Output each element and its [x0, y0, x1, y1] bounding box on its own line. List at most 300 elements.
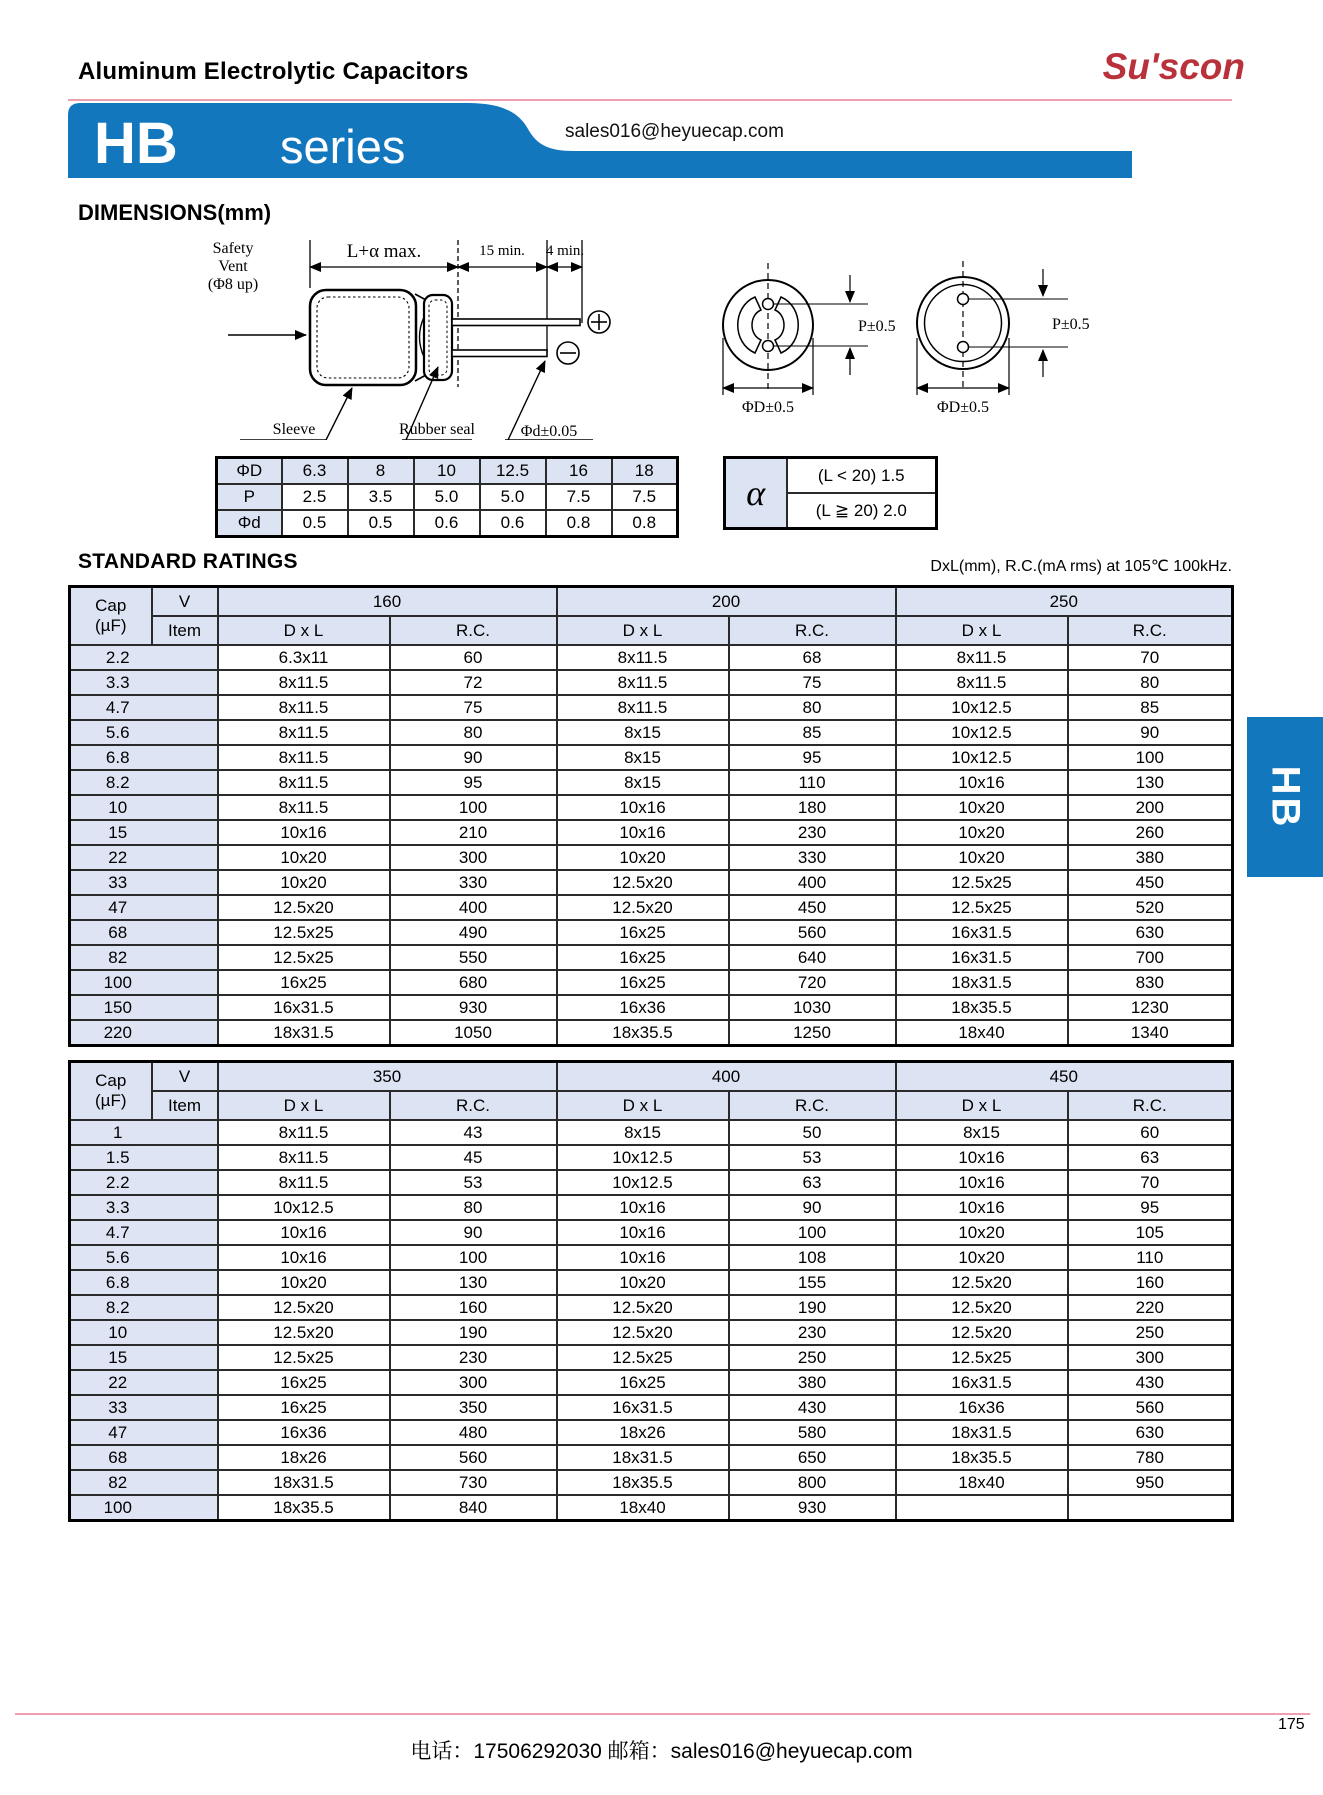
dxl-value: 8x11.5	[218, 1120, 390, 1145]
rating-row	[70, 1320, 1233, 1345]
rc-value: 560	[729, 920, 896, 945]
rc-value: 800	[729, 1470, 896, 1495]
dxl-value: 12.5x20	[557, 1295, 729, 1320]
pitch-label-1: P±0.5	[858, 318, 896, 335]
dxl-value: 8x11.5	[557, 695, 729, 720]
voltage-header: 160	[218, 587, 557, 617]
rc-value: 63	[729, 1170, 896, 1195]
dxl-value: 10x20	[557, 845, 729, 870]
size-row-label: Φd	[217, 510, 282, 537]
dxl-value: 16x25	[218, 1395, 390, 1420]
voltage-axis-header: V	[152, 587, 218, 617]
rc-value	[1068, 1495, 1233, 1521]
cap-value: 22	[70, 1370, 218, 1395]
dxl-value: 12.5x25	[557, 1345, 729, 1370]
dxl-value: 8x11.5	[896, 670, 1068, 695]
rc-value: 330	[729, 845, 896, 870]
dxl-value: 12.5x20	[218, 1295, 390, 1320]
contact-email: sales016@heyuecap.com	[565, 121, 784, 142]
rc-value: 63	[1068, 1145, 1233, 1170]
dxl-value: 10x20	[896, 1245, 1068, 1270]
header-row	[70, 587, 1233, 617]
cap-value: 15	[70, 1345, 218, 1370]
rating-row	[70, 745, 1233, 770]
rc-value: 75	[729, 670, 896, 695]
cap-value: 6.8	[70, 745, 218, 770]
cap-value: 22	[70, 845, 218, 870]
rc-value: 560	[390, 1445, 557, 1470]
rc-value: 1050	[390, 1020, 557, 1046]
cap-value: 100	[70, 1495, 218, 1521]
sleeve-pointer	[326, 388, 352, 440]
negative-lead	[452, 350, 547, 357]
dxl-value: 10x12.5	[896, 695, 1068, 720]
rc-value: 105	[1068, 1220, 1233, 1245]
dxl-value: 8x15	[557, 770, 729, 795]
rc-value: 930	[390, 995, 557, 1020]
rc-value: 650	[729, 1445, 896, 1470]
rc-value: 840	[390, 1495, 557, 1521]
dxl-value: 18x40	[557, 1495, 729, 1521]
dxl-value: 12.5x20	[557, 1320, 729, 1345]
rc-value: 95	[390, 770, 557, 795]
alpha-rule: (L ≧ 20) 2.0	[787, 493, 937, 529]
minus-lead-icon	[557, 342, 579, 364]
rc-value: 70	[1068, 645, 1233, 670]
voltage-header: 400	[557, 1062, 896, 1092]
dxl-value: 12.5x20	[896, 1270, 1068, 1295]
rc-value: 130	[390, 1270, 557, 1295]
cap-value: 100	[70, 970, 218, 995]
rating-row	[70, 1395, 1233, 1420]
dxl-value: 16x31.5	[218, 995, 390, 1020]
rc-value: 110	[1068, 1245, 1233, 1270]
rating-row	[70, 895, 1233, 920]
rc-value: 210	[390, 820, 557, 845]
rating-row	[70, 1145, 1233, 1170]
dxl-value: 16x36	[218, 1420, 390, 1445]
dxl-value: 8x15	[557, 720, 729, 745]
cap-value: 8.2	[70, 770, 218, 795]
cap-value: 4.7	[70, 695, 218, 720]
voltage-header: 250	[896, 587, 1233, 617]
rating-row	[70, 695, 1233, 720]
rating-row	[70, 1020, 1233, 1046]
rc-value: 560	[1068, 1395, 1233, 1420]
cap-value: 10	[70, 795, 218, 820]
rating-row	[70, 870, 1233, 895]
rc-value: 680	[390, 970, 557, 995]
rc-value: 480	[390, 1420, 557, 1445]
size-value: 0.8	[612, 510, 678, 537]
dxl-value: 18x26	[557, 1420, 729, 1445]
dxl-value: 16x25	[557, 970, 729, 995]
rating-row	[70, 770, 1233, 795]
size-value: 5.0	[414, 484, 480, 510]
rc-value: 190	[729, 1295, 896, 1320]
rating-row	[70, 1470, 1233, 1495]
rc-value: 380	[729, 1370, 896, 1395]
cap-value: 8.2	[70, 1295, 218, 1320]
size-value: 5.0	[480, 484, 546, 510]
dxl-value: 16x31.5	[557, 1395, 729, 1420]
cap-value: 33	[70, 1395, 218, 1420]
rc-header: R.C.	[1068, 616, 1233, 645]
rc-value: 930	[729, 1495, 896, 1521]
size-value: 12.5	[480, 458, 546, 485]
rc-value: 43	[390, 1120, 557, 1145]
rc-value: 520	[1068, 895, 1233, 920]
item-header: Item	[152, 616, 218, 645]
dxl-value: 10x16	[218, 820, 390, 845]
rating-row	[70, 645, 1233, 670]
rc-value: 100	[390, 1245, 557, 1270]
size-value: 0.5	[282, 510, 348, 537]
dxl-value: 10x12.5	[557, 1145, 729, 1170]
dxl-value: 18x31.5	[896, 1420, 1068, 1445]
dxl-value: 12.5x20	[557, 895, 729, 920]
item-header: Item	[152, 1091, 218, 1120]
rc-value: 630	[1068, 920, 1233, 945]
rc-value: 100	[1068, 745, 1233, 770]
rc-value: 155	[729, 1270, 896, 1295]
size-value: 0.5	[348, 510, 414, 537]
dxl-value: 16x31.5	[896, 1370, 1068, 1395]
rc-value: 220	[1068, 1295, 1233, 1320]
rc-value: 100	[390, 795, 557, 820]
dxl-value: 18x35.5	[218, 1495, 390, 1521]
dxl-value: 10x16	[557, 1245, 729, 1270]
rc-value: 90	[729, 1195, 896, 1220]
rc-value: 1340	[1068, 1020, 1233, 1046]
dxl-value: 8x11.5	[218, 1170, 390, 1195]
rc-value: 490	[390, 920, 557, 945]
page-number: 175	[1278, 1716, 1305, 1733]
bottom-view-plain	[917, 261, 1090, 416]
rating-row	[70, 720, 1233, 745]
size-value: 0.6	[414, 510, 480, 537]
rc-header: R.C.	[1068, 1091, 1233, 1120]
rc-value: 130	[1068, 770, 1233, 795]
cap-value: 47	[70, 1420, 218, 1445]
dxl-value: 10x16	[557, 1220, 729, 1245]
rc-value: 110	[729, 770, 896, 795]
dxl-value: 16x36	[896, 1395, 1068, 1420]
rc-value: 250	[729, 1345, 896, 1370]
rc-value: 330	[390, 870, 557, 895]
rc-value: 200	[1068, 795, 1233, 820]
rc-value: 60	[390, 645, 557, 670]
dxl-header: D x L	[557, 616, 729, 645]
rc-value: 85	[729, 720, 896, 745]
cap-value: 3.3	[70, 670, 218, 695]
dxl-value: 16x31.5	[896, 945, 1068, 970]
rating-row	[70, 1445, 1233, 1470]
rc-value: 350	[390, 1395, 557, 1420]
voltage-header: 200	[557, 587, 896, 617]
rc-value: 1030	[729, 995, 896, 1020]
dxl-value: 10x20	[218, 870, 390, 895]
cap-value: 10	[70, 1320, 218, 1345]
brand-logo: Su'scon	[1102, 46, 1245, 87]
rc-value: 300	[1068, 1345, 1233, 1370]
plus-lead-icon	[588, 311, 610, 333]
footer-divider	[15, 1713, 1310, 1715]
size-row-label: P	[217, 484, 282, 510]
rating-row	[70, 1195, 1233, 1220]
dxl-value: 12.5x20	[218, 1320, 390, 1345]
cap-value: 1	[70, 1120, 218, 1145]
dxl-value: 10x16	[896, 1170, 1068, 1195]
rating-row	[70, 1295, 1233, 1320]
rating-row	[70, 670, 1233, 695]
safety-vent-label-1: Safety	[212, 240, 254, 257]
header-divider	[68, 99, 1232, 101]
rc-header: R.C.	[390, 1091, 557, 1120]
cap-value: 4.7	[70, 1220, 218, 1245]
rc-value: 640	[729, 945, 896, 970]
rc-value: 80	[390, 1195, 557, 1220]
rc-value: 450	[1068, 870, 1233, 895]
voltage-header: 350	[218, 1062, 557, 1092]
rc-value: 160	[390, 1295, 557, 1320]
dxl-value: 8x11.5	[218, 695, 390, 720]
rc-value: 95	[729, 745, 896, 770]
dxl-value: 18x31.5	[218, 1020, 390, 1046]
dxl-value: 16x25	[218, 970, 390, 995]
rc-value: 450	[729, 895, 896, 920]
dxl-value: 8x15	[557, 745, 729, 770]
size-value: 18	[612, 458, 678, 485]
rating-row	[70, 820, 1233, 845]
series-word: series	[280, 120, 406, 173]
rc-value: 830	[1068, 970, 1233, 995]
dxl-value: 12.5x25	[218, 920, 390, 945]
dxl-value: 10x16	[557, 1195, 729, 1220]
voltage-axis-header: V	[152, 1062, 218, 1092]
dxl-value: 10x20	[896, 1220, 1068, 1245]
rc-header: R.C.	[729, 1091, 896, 1120]
size-value: 7.5	[612, 484, 678, 510]
dxl-value: 16x25	[557, 945, 729, 970]
alpha-rule: (L < 20) 1.5	[787, 458, 937, 494]
cap-header: Cap (µF)	[70, 1062, 152, 1121]
size-value: 0.6	[480, 510, 546, 537]
rating-row	[70, 945, 1233, 970]
dxl-value: 10x20	[218, 1270, 390, 1295]
header-row	[70, 1062, 1233, 1092]
rc-value: 230	[729, 1320, 896, 1345]
rc-value: 430	[1068, 1370, 1233, 1395]
size-value: 3.5	[348, 484, 414, 510]
rc-value: 90	[390, 1220, 557, 1245]
rating-row	[70, 1170, 1233, 1195]
cap-value: 5.6	[70, 720, 218, 745]
ratings-units-note: DxL(mm), R.C.(mA rms) at 105℃ 100kHz.	[930, 558, 1232, 575]
dxl-value: 10x20	[896, 845, 1068, 870]
rc-value: 80	[729, 695, 896, 720]
cap-value: 82	[70, 1470, 218, 1495]
dimensions-heading: DIMENSIONS(mm)	[78, 200, 272, 225]
dxl-header: D x L	[896, 616, 1068, 645]
dxl-value: 10x16	[896, 1145, 1068, 1170]
rating-row	[70, 995, 1233, 1020]
alpha-table	[723, 456, 938, 530]
diameter-label-1: ΦD±0.5	[741, 399, 795, 416]
footer-contact: 电话：17506292030 邮箱：sales016@heyuecap.com	[410, 1740, 913, 1763]
series-side-tab-label: HB	[1263, 765, 1308, 829]
dxl-value: 8x11.5	[218, 770, 390, 795]
size-value: 10	[414, 458, 480, 485]
rc-value: 730	[390, 1470, 557, 1495]
subheader-row	[70, 1091, 1233, 1120]
dxl-value: 8x11.5	[218, 670, 390, 695]
dxl-value: 8x11.5	[557, 645, 729, 670]
rc-value: 70	[1068, 1170, 1233, 1195]
cap-value: 150	[70, 995, 218, 1020]
dxl-value: 10x16	[557, 795, 729, 820]
dxl-value	[896, 1495, 1068, 1521]
dxl-value: 10x16	[896, 770, 1068, 795]
pitch-label-2: P±0.5	[1052, 316, 1090, 333]
cap-value: 82	[70, 945, 218, 970]
cap-value: 3.3	[70, 1195, 218, 1220]
dxl-value: 12.5x20	[557, 870, 729, 895]
dxl-value: 10x12.5	[218, 1195, 390, 1220]
rc-value: 230	[390, 1345, 557, 1370]
size-value: 6.3	[282, 458, 348, 485]
size-row	[217, 510, 678, 537]
rc-value: 95	[1068, 1195, 1233, 1220]
rc-value: 90	[390, 745, 557, 770]
dxl-value: 8x15	[896, 1120, 1068, 1145]
dxl-value: 10x16	[896, 1195, 1068, 1220]
rc-value: 50	[729, 1120, 896, 1145]
rc-value: 80	[390, 720, 557, 745]
rating-row	[70, 1220, 1233, 1245]
diameter-label-2: ΦD±0.5	[936, 399, 990, 416]
dxl-value: 16x25	[218, 1370, 390, 1395]
dxl-value: 10x20	[896, 795, 1068, 820]
rc-value: 230	[729, 820, 896, 845]
subheader-row	[70, 616, 1233, 645]
rc-value: 380	[1068, 845, 1233, 870]
cap-value: 2.2	[70, 645, 218, 670]
series-side-tab	[1247, 717, 1323, 877]
rc-value: 550	[390, 945, 557, 970]
dxl-header: D x L	[218, 1091, 390, 1120]
rating-row	[70, 1270, 1233, 1295]
rating-row	[70, 920, 1233, 945]
rc-value: 190	[390, 1320, 557, 1345]
rc-header: R.C.	[390, 616, 557, 645]
rating-row	[70, 1495, 1233, 1521]
rubber-seal-label: Rubber seal	[399, 421, 475, 438]
dxl-value: 8x11.5	[218, 745, 390, 770]
size-value: 8	[348, 458, 414, 485]
rc-value: 580	[729, 1420, 896, 1445]
rc-value: 700	[1068, 945, 1233, 970]
positive-lead	[452, 319, 580, 326]
dxl-value: 6.3x11	[218, 645, 390, 670]
dxl-value: 10x16	[218, 1220, 390, 1245]
dxl-value: 18x31.5	[896, 970, 1068, 995]
sleeve-label: Sleeve	[272, 421, 316, 438]
rc-value: 950	[1068, 1470, 1233, 1495]
ratings-table-160-250v	[68, 585, 1234, 1047]
dxl-value: 10x20	[896, 820, 1068, 845]
page-title: Aluminum Electrolytic Capacitors	[78, 58, 469, 85]
dxl-value: 10x12.5	[896, 720, 1068, 745]
rating-row	[70, 970, 1233, 995]
size-row	[217, 484, 678, 510]
dxl-value: 16x36	[557, 995, 729, 1020]
dxl-value: 8x11.5	[218, 1145, 390, 1170]
lead-length-label: 15 min.	[479, 243, 525, 259]
rc-value: 85	[1068, 695, 1233, 720]
rc-value: 430	[729, 1395, 896, 1420]
rc-value: 68	[729, 645, 896, 670]
dxl-header: D x L	[896, 1091, 1068, 1120]
dxl-value: 18x35.5	[896, 995, 1068, 1020]
cap-value: 33	[70, 870, 218, 895]
dxl-value: 10x16	[557, 820, 729, 845]
standard-ratings-heading: STANDARD RATINGS	[78, 550, 298, 573]
rc-value: 720	[729, 970, 896, 995]
dxl-value: 16x25	[557, 920, 729, 945]
rating-row	[70, 1420, 1233, 1445]
rc-value: 250	[1068, 1320, 1233, 1345]
dxl-value: 10x20	[557, 1270, 729, 1295]
size-row-label: ΦD	[217, 458, 282, 485]
dxl-header: D x L	[557, 1091, 729, 1120]
capacitor-body	[310, 290, 416, 385]
rc-value: 80	[1068, 670, 1233, 695]
rating-row	[70, 1120, 1233, 1145]
bottom-view-vented	[723, 263, 896, 416]
capacitor-dimension-drawing	[68, 195, 1168, 440]
rc-header: R.C.	[729, 616, 896, 645]
dxl-value: 18x31.5	[218, 1470, 390, 1495]
rc-value: 100	[729, 1220, 896, 1245]
dxl-value: 12.5x25	[896, 895, 1068, 920]
dxl-value: 12.5x20	[896, 1295, 1068, 1320]
size-value: 16	[546, 458, 612, 485]
size-value: 0.8	[546, 510, 612, 537]
dxl-value: 12.5x25	[218, 1345, 390, 1370]
length-dimension-label: L+α max.	[346, 241, 422, 262]
rc-value: 1250	[729, 1020, 896, 1046]
alpha-symbol: α	[725, 458, 787, 529]
dxl-value: 18x40	[896, 1470, 1068, 1495]
rc-value: 75	[390, 695, 557, 720]
cap-value: 1.5	[70, 1145, 218, 1170]
rc-value: 53	[729, 1145, 896, 1170]
voltage-header: 450	[896, 1062, 1233, 1092]
cap-value: 15	[70, 820, 218, 845]
dxl-value: 16x31.5	[896, 920, 1068, 945]
rating-row	[70, 1245, 1233, 1270]
dxl-value: 18x35.5	[896, 1445, 1068, 1470]
dxl-value: 18x26	[218, 1445, 390, 1470]
rc-value: 60	[1068, 1120, 1233, 1145]
dxl-value: 8x11.5	[896, 645, 1068, 670]
cap-value: 220	[70, 1020, 218, 1046]
cap-value: 5.6	[70, 1245, 218, 1270]
rating-row	[70, 1345, 1233, 1370]
dxl-value: 18x31.5	[557, 1445, 729, 1470]
lead-offset-label: 4 min.	[545, 243, 585, 259]
